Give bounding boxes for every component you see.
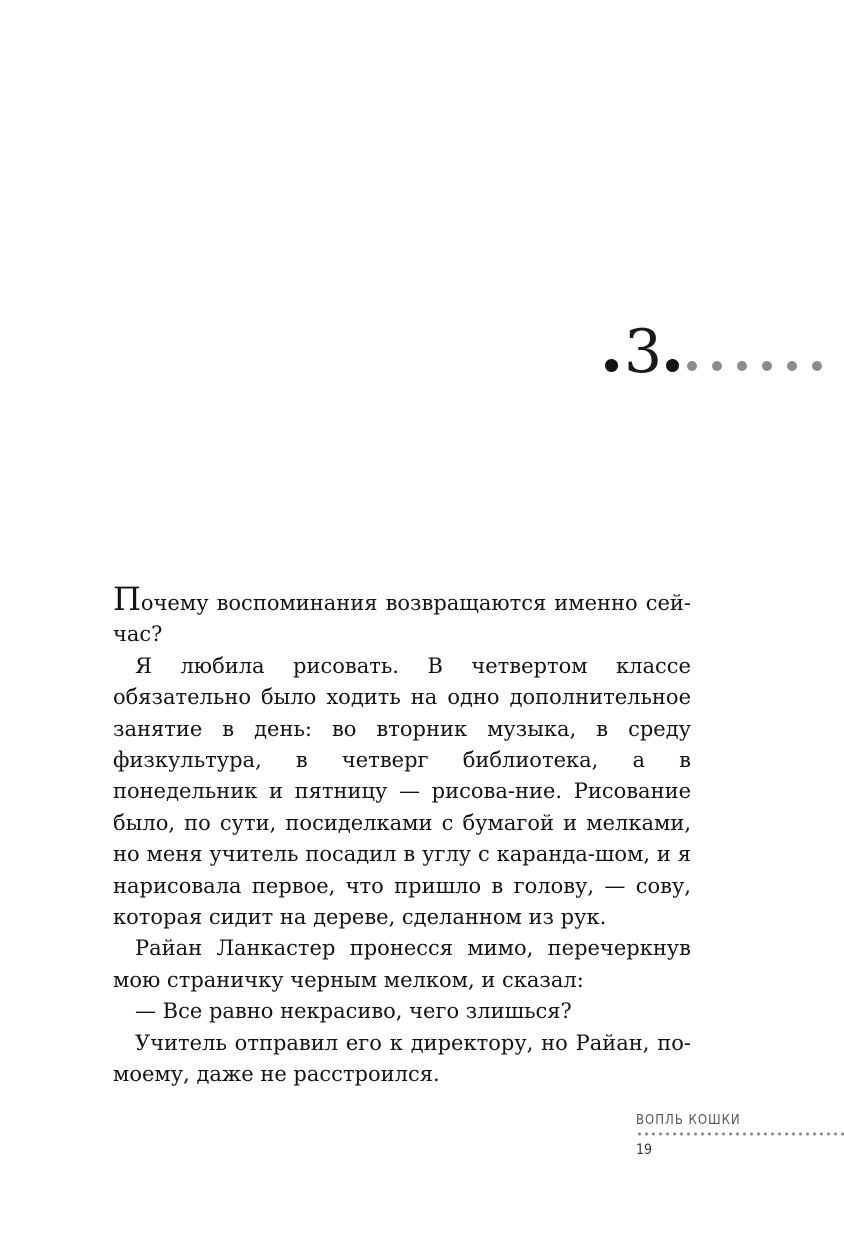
chapter-dotted-leader [687,361,837,371]
chapter-number: 3 [624,317,663,387]
paragraph-1-text: очему воспоминания возвращаются именно сей-час? [113,591,691,647]
paragraph-1 [113,580,691,651]
paragraph-5: Учитель отправил его к директору, но Райан, по-моему, даже не расстроился. [113,1030,691,1087]
running-footer [636,1113,844,1158]
paragraph-3: Райан Ланкастер пронесся мимо, перечеркнув мою страничку черным мелком, и сказал: [113,936,691,992]
chapter-trail-dot [666,359,679,372]
paragraph-2: Я любила рисовать. В четвертом классе обязательно было ходить на одно дополнительное занятие в день: во вторник музыка, в среду физкультура, в четверг библиотека, а в понедельник и пятницу — рисова-ние. Рисование было, по сути, посиделками с бумагой и мелками, но меня учитель посадил в углу с каранда-шом, и я нарисовала первое, что пришло в голову, — сову, которая сидит на дереве, сделанном из рук. [113,653,691,930]
body-text [113,580,691,1091]
paragraph-4-dialogue: — Все равно некрасиво, чего злишься? [135,999,572,1024]
page-number: 19 [636,1142,653,1158]
footer-dotted-rule [636,1132,844,1136]
book-title: ВОПЛЬ КОШКИ [636,1113,741,1128]
chapter-heading [605,312,837,387]
drop-cap: П [113,580,141,618]
chapter-lead-dot [605,359,618,372]
